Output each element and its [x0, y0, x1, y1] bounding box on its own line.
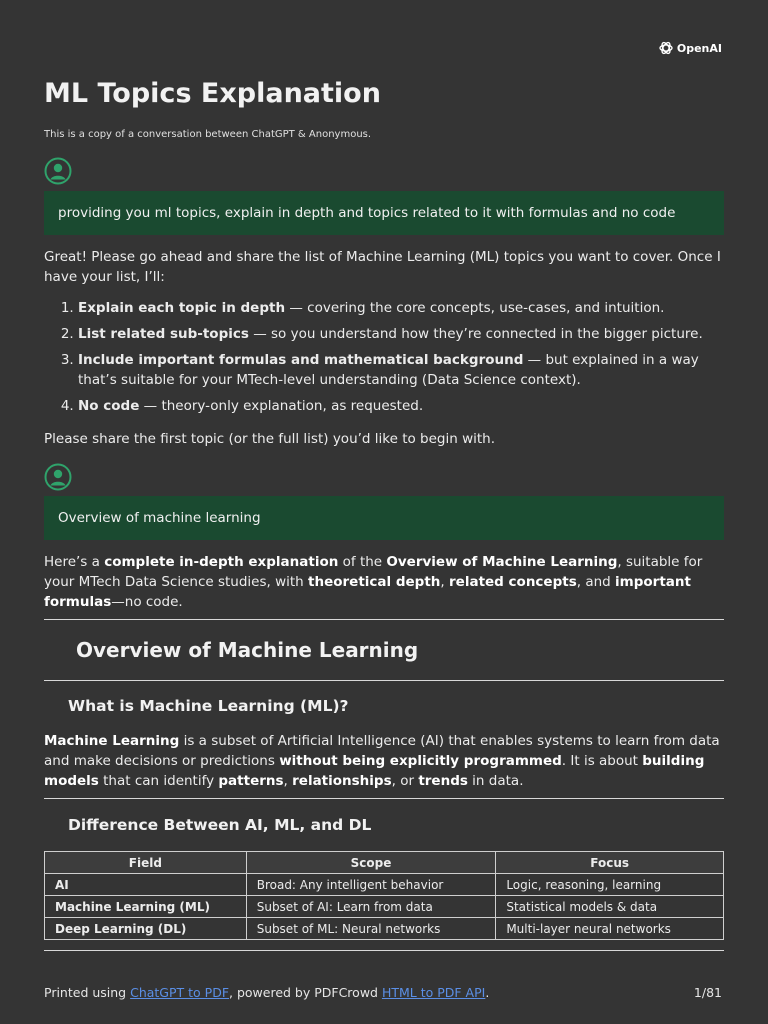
user-message-text: Overview of machine learning — [58, 510, 261, 526]
table-header-row — [45, 852, 724, 874]
list-item: 1. Explain each topic in depth — covering the core concepts, use-cases, and intuition. — [78, 298, 738, 318]
table-row — [45, 918, 724, 940]
ml-definition: Machine Learning is a subset of Artificial Intelligence (AI) that enables systems to learn from data and make decisions or predictions without being explicitly programmed. It is about building models that can identify patterns, relationships, or trends in data. — [44, 733, 720, 789]
subheading-difference: Difference Between AI, ML, and DL — [68, 816, 372, 834]
divider — [44, 680, 724, 681]
user-message-text: providing you ml topics, explain in depth and topics related to it with formulas and no code — [58, 205, 676, 221]
page-number: 1/81 — [693, 985, 722, 1000]
column-header: Focus — [496, 852, 724, 874]
user-message — [44, 496, 724, 540]
list-item: 3. Include important formulas and mathematical background — but explained in a way that’s suitable for your MTech-level understanding (Data Science context). — [78, 350, 738, 390]
column-header: Field — [45, 852, 247, 874]
assistant-closing: Please share the first topic (or the full list) you’d like to begin with. — [44, 431, 496, 447]
table-cell: Deep Learning (DL) — [45, 918, 247, 940]
page-title: ML Topics Explanation — [44, 78, 381, 109]
user-avatar-icon — [44, 157, 72, 185]
subheading-what-is-ml: What is Machine Learning (ML)? — [68, 697, 349, 715]
table-cell: Broad: Any intelligent behavior — [246, 874, 496, 896]
page-subtitle: This is a copy of a conversation between ChatGPT & Anonymous. — [44, 129, 372, 140]
user-avatar-icon — [44, 463, 72, 491]
list-item: 4. No code — theory-only explanation, as requested. — [78, 396, 738, 416]
table-row — [45, 896, 724, 918]
assistant-point-list — [44, 298, 738, 422]
logo-text: OpenAI — [676, 41, 722, 55]
chatgpt-to-pdf-link[interactable]: ChatGPT to PDF — [130, 985, 230, 1000]
openai-icon — [658, 40, 674, 56]
divider — [44, 798, 724, 799]
openai-logo — [658, 40, 722, 56]
html-to-pdf-api-link[interactable]: HTML to PDF API — [381, 985, 486, 1000]
section-heading: Overview of Machine Learning — [76, 638, 419, 662]
table-cell: Machine Learning (ML) — [45, 896, 247, 918]
list-item: 2. List related sub-topics — so you understand how they’re connected in the bigger picture. — [78, 324, 738, 344]
print-footer: Printed using ChatGPT to PDF, powered by PDFCrowd HTML to PDF API. — [44, 985, 490, 1000]
table-cell: Logic, reasoning, learning — [496, 874, 724, 896]
user-message — [44, 191, 724, 235]
table-cell: Multi-layer neural networks — [496, 918, 724, 940]
divider — [44, 950, 724, 951]
table-row — [45, 874, 724, 896]
table-cell: Subset of ML: Neural networks — [246, 918, 496, 940]
assistant-intro: Great! Please go ahead and share the list of Machine Learning (ML) topics you want to cover. Once I have your list, I’ll: — [44, 249, 721, 285]
table-cell: Statistical models & data — [496, 896, 724, 918]
column-header: Scope — [246, 852, 496, 874]
assistant-overview-intro: Here’s a complete in-depth explanation of the Overview of Machine Learning, suitable for your MTech Data Science studies, with theoretical depth, related concepts, and important formulas—no code. — [44, 554, 703, 610]
divider — [44, 619, 724, 620]
comparison-table — [44, 851, 724, 940]
table-cell: Subset of AI: Learn from data — [246, 896, 496, 918]
table-cell: AI — [45, 874, 247, 896]
